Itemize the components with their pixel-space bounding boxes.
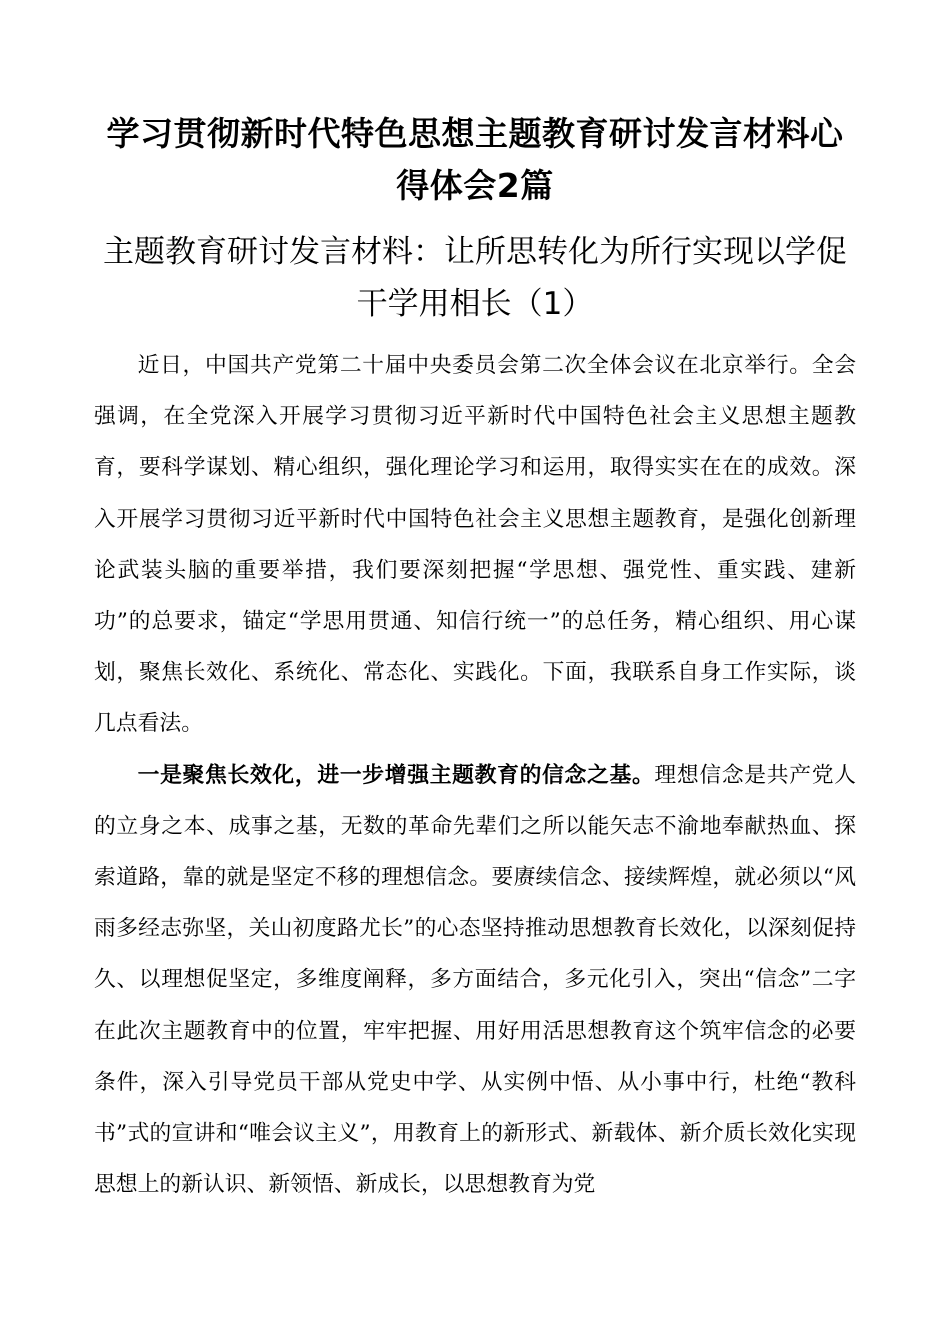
document-subtitle: 主题教育研讨发言材料：让所思转化为所行实现以学促干学用相长（1）: [103, 234, 847, 322]
paragraph-point-one-text: 理想信念是共产党人的立身之本、成事之基，无数的革命先辈们之所以能矢志不渝地奉献热血、探索道路，靠的就是坚定不移的理想信念。要赓续信念、接续辉煌，就必须以“风雨多经志弥坚，关山初度路尤长”的心态坚持推动思想教育长效化，以深刻促持久、以理想促坚定，多维度阐释，多方面结合，多元化引入，突出“信念”二字在此次主题教育中的位置，牢牢把握、用好用活思想教育这个筑牢信念的必要条件，深入引导党员干部从党史中学、从实例中悟、从小事中行，杜绝“教科书”式的宣讲和“唯会议主义”，用教育上的新形式、新载体、新介质长效化实现思想上的新认识、新领悟、新成长，以思想教育为党: [94, 762, 856, 1198]
paragraph-intro-text: 近日，中国共产党第二十届中央委员会第二次全体会议在北京举行。全会强调，在全党深入开展学习贯彻习近平新时代中国特色社会主义思想主题教育，要科学谋划、精心组织，强化理论学习和运用，取得实实在在的成效。深入开展学习贯彻习近平新时代中国特色社会主义思想主题教育，是强化创新理论武装头脑的重要举措，我们要深刻把握“学思想、强党性、重实践、建新功”的总要求，锚定“学思用贯通、知信行统一”的总任务，精心组织、用心谋划，聚焦长效化、系统化、常态化、实践化。下面，我联系自身工作实际，谈几点看法。: [94, 353, 856, 737]
document-page: [94, 108, 856, 1210]
document-title: 学习贯彻新时代特色思想主题教育研讨发言材料心得体会2篇: [106, 114, 844, 205]
paragraph-point-one-lead: 一是聚焦长效化，进一步增强主题教育的信念之基。: [137, 762, 655, 788]
paragraph-point-one: [94, 750, 856, 1211]
paragraph-intro: [94, 340, 856, 750]
